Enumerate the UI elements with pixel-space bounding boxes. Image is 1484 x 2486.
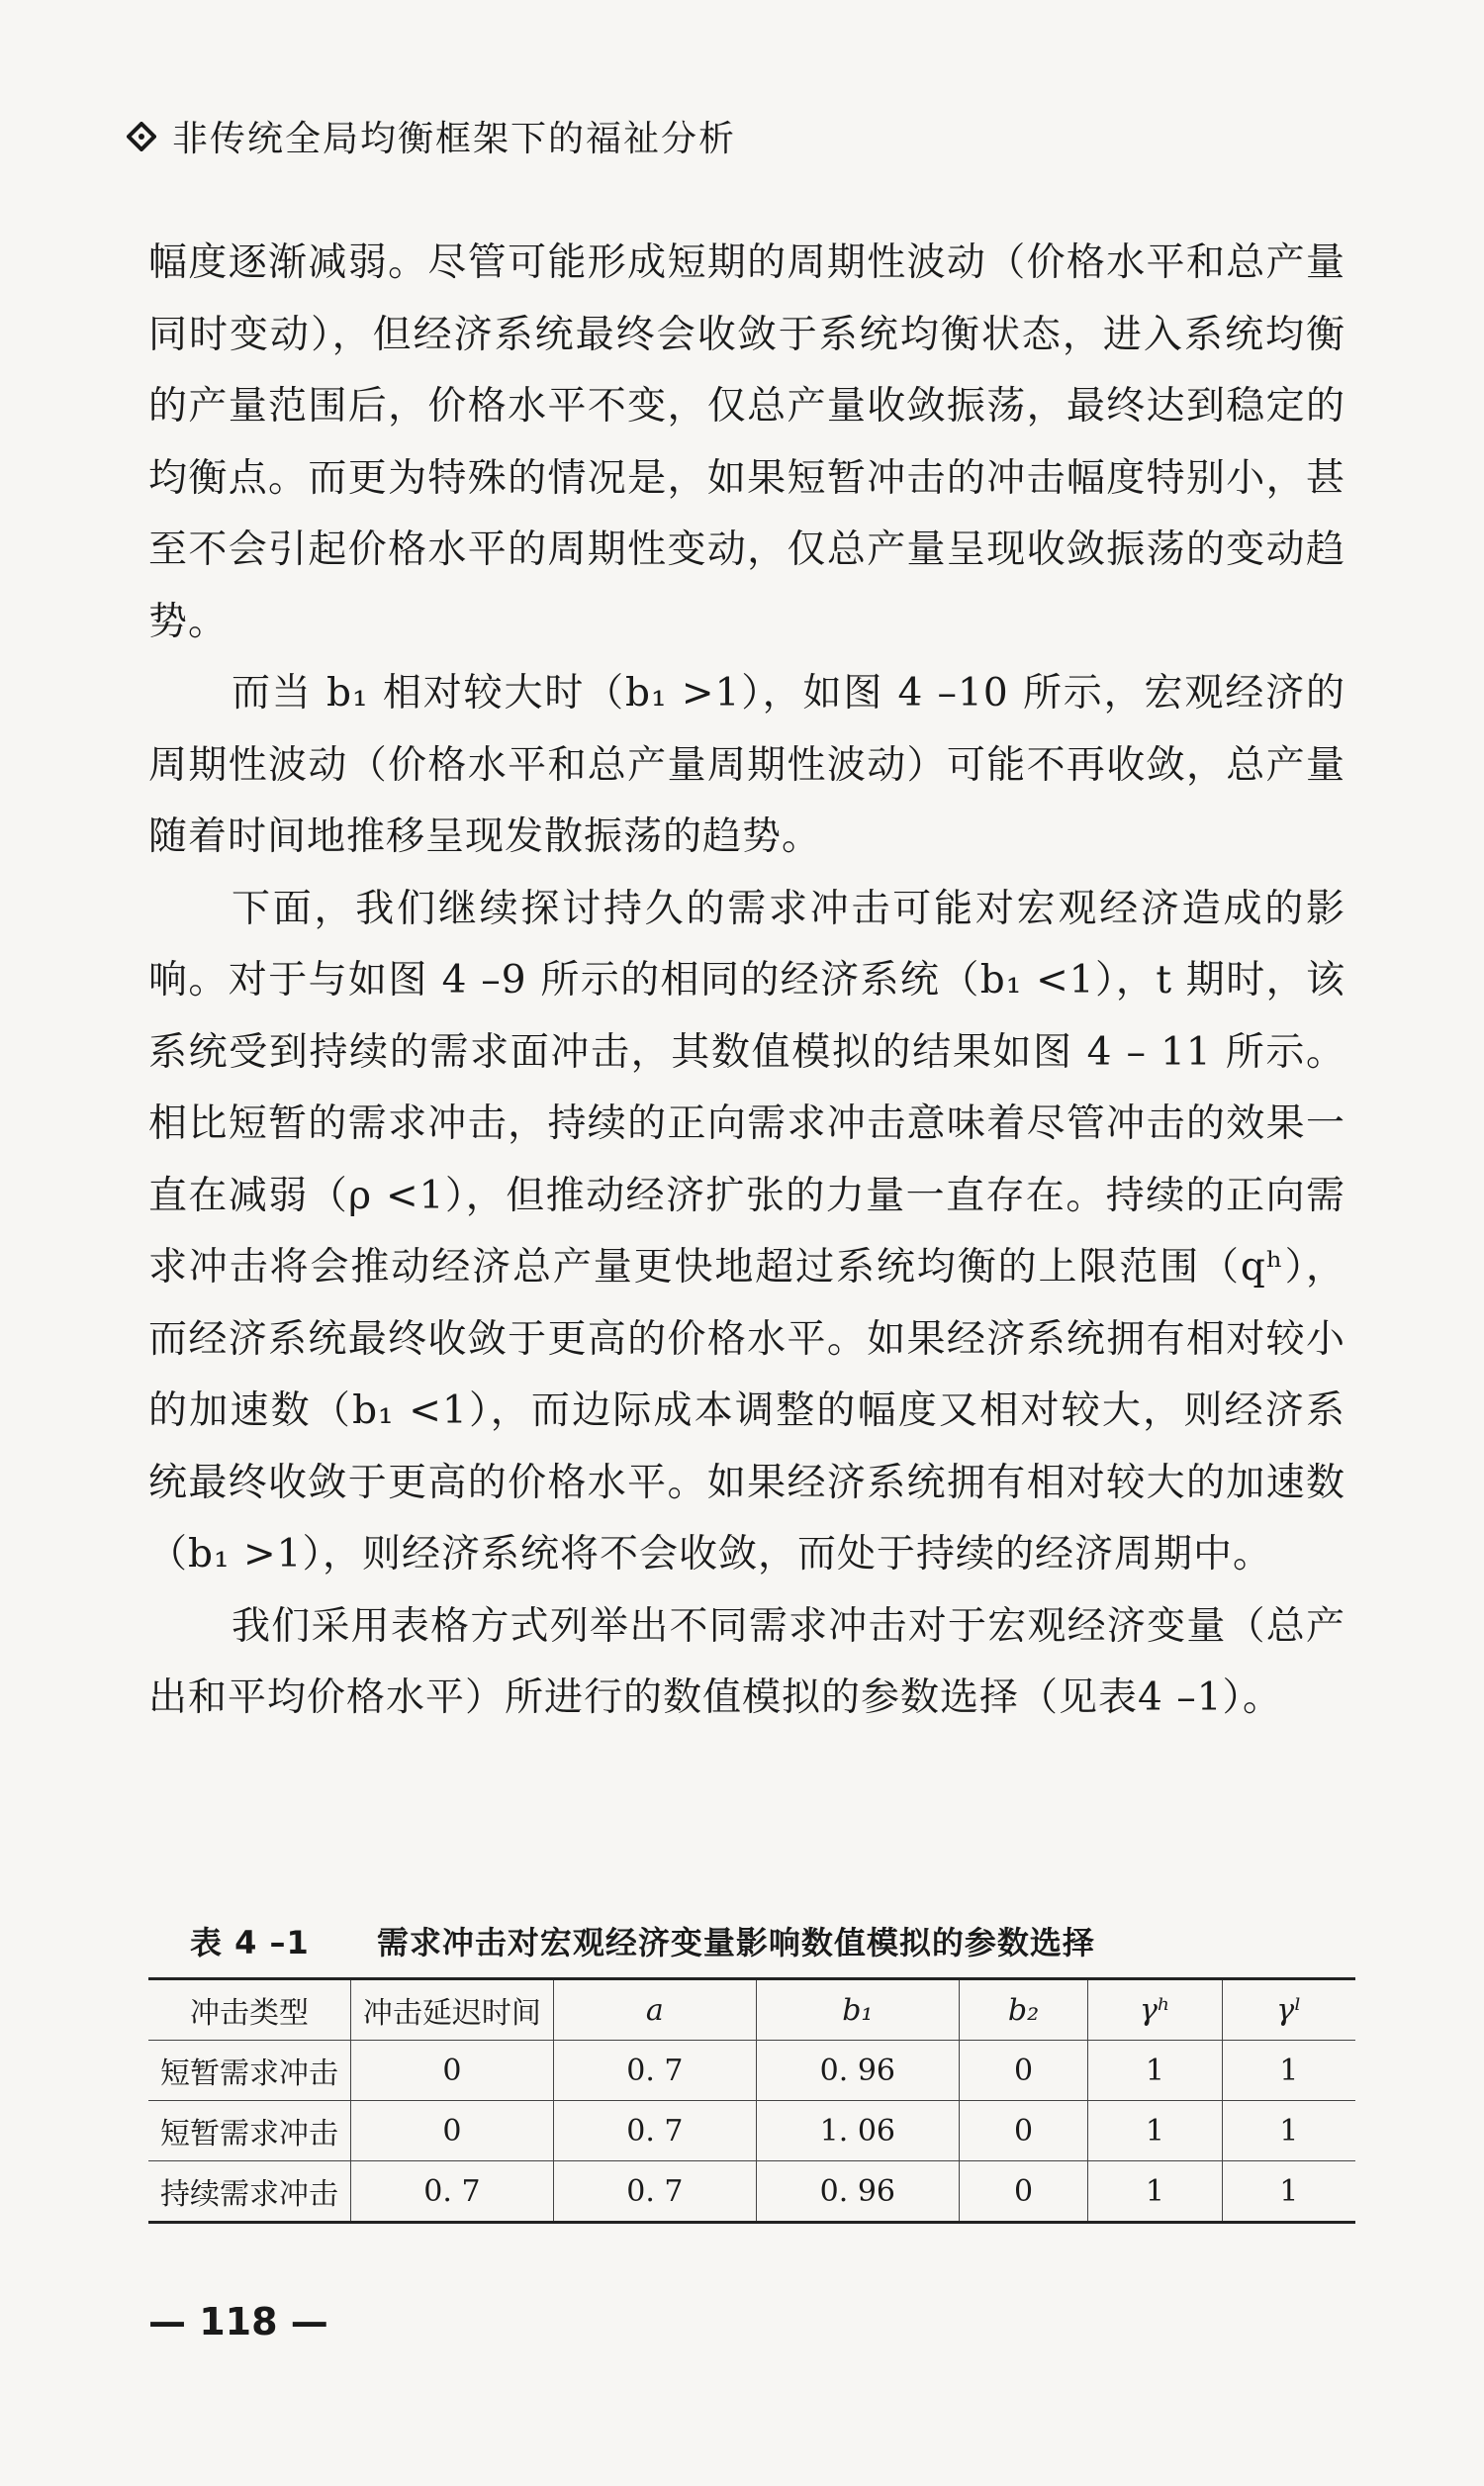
table-caption: [190, 1918, 1095, 1963]
table-row: [148, 2041, 1355, 2101]
column-header: a: [553, 1979, 756, 2041]
paragraph: 幅度逐渐减弱。尽管可能形成短期的周期性波动（价格水平和总产量同时变动），但经济系统最终会收敛于系统均衡状态，进入系统均衡的产量范围后，价格水平不变，仅总产量收敛振荡，最终达到稳定的均衡点。而更为特殊的情况是，如果短暂冲击的冲击幅度特别小，甚至不会引起价格水平的周期性变动，仅总产量呈现收敛振荡的变动趋势。: [148, 240, 1345, 644]
table-number: 表 4 –1: [190, 1924, 310, 1961]
table-cell: 1: [1088, 2041, 1222, 2101]
paragraph: 下面，我们继续探讨持久的需求冲击可能对宏观经济造成的影响。对于与如图 4 –9 所示的相同的经济系统（b₁ <1），t 期时，该系统受到持续的需求面冲击，其数值模拟的结果如图 4 – 11 所示。相比短暂的需求冲击，持续的正向需求冲击意味着尽管冲击的效果一直在减弱（ρ <1），但推动经济扩张的力量一直存在。持续的正向需求冲击将会推动经济总产量更快地超过系统均衡的上限范围（qʰ），而经济系统最终收敛于更高的价格水平。如果经济系统拥有相对较小的加速数（b₁ <1），而边际成本调整的幅度又相对较大，则经济系统最终收敛于更高的价格水平。如果经济系统拥有相对较大的加速数（b₁ >1），则经济系统将不会收敛，而处于持续的经济周期中。: [148, 886, 1345, 1577]
running-head: [127, 111, 736, 161]
running-title: 非传统全局均衡框架下的福祉分析: [172, 119, 737, 159]
table-cell: 0: [959, 2161, 1087, 2223]
column-header: γˡ: [1222, 1979, 1355, 2041]
table-header-row: [148, 1979, 1355, 2041]
table-cell: 短暂需求冲击: [148, 2101, 350, 2161]
table-cell: 1: [1222, 2101, 1355, 2161]
column-header: b₁: [756, 1979, 959, 2041]
table-cell: 0. 96: [756, 2161, 959, 2223]
table-cell: 短暂需求冲击: [148, 2041, 350, 2101]
table-row: [148, 2101, 1355, 2161]
table-cell: 1: [1222, 2161, 1355, 2223]
page-number: — 118 —: [148, 2300, 328, 2343]
column-header: b₂: [959, 1979, 1087, 2041]
paragraph: 我们采用表格方式列举出不同需求冲击对于宏观经济变量（总产出和平均价格水平）所进行的数值模拟的参数选择（见表4 –1）。: [148, 1603, 1345, 1720]
column-header: 冲击类型: [148, 1979, 350, 2041]
table-row: [148, 2161, 1355, 2223]
diamond-ornament-icon: [127, 122, 156, 151]
table-cell: 0: [959, 2101, 1087, 2161]
column-header: γʰ: [1088, 1979, 1222, 2041]
table-cell: 1: [1088, 2101, 1222, 2161]
table-cell: 1: [1088, 2161, 1222, 2223]
table-cell: 0: [350, 2101, 553, 2161]
table-cell: 0. 96: [756, 2041, 959, 2101]
column-header: 冲击延迟时间: [350, 1979, 553, 2041]
body-text: [148, 228, 1345, 1735]
table-cell: 0. 7: [350, 2161, 553, 2223]
table-cell: 0. 7: [553, 2101, 756, 2161]
table-cell: 1: [1222, 2041, 1355, 2101]
table-title: 需求冲击对宏观经济变量影响数值模拟的参数选择: [376, 1924, 1095, 1961]
table-cell: 持续需求冲击: [148, 2161, 350, 2223]
paragraph: 而当 b₁ 相对较大时（b₁ >1），如图 4 –10 所示，宏观经济的周期性波动（价格水平和总产量周期性波动）可能不再收敛，总产量随着时间地推移呈现发散振荡的趋势。: [148, 671, 1345, 859]
table-cell: 0. 7: [553, 2041, 756, 2101]
table-cell: 0. 7: [553, 2161, 756, 2223]
parameter-table: [148, 1977, 1355, 2224]
table-cell: 1. 06: [756, 2101, 959, 2161]
table-cell: 0: [959, 2041, 1087, 2101]
table-cell: 0: [350, 2041, 553, 2101]
